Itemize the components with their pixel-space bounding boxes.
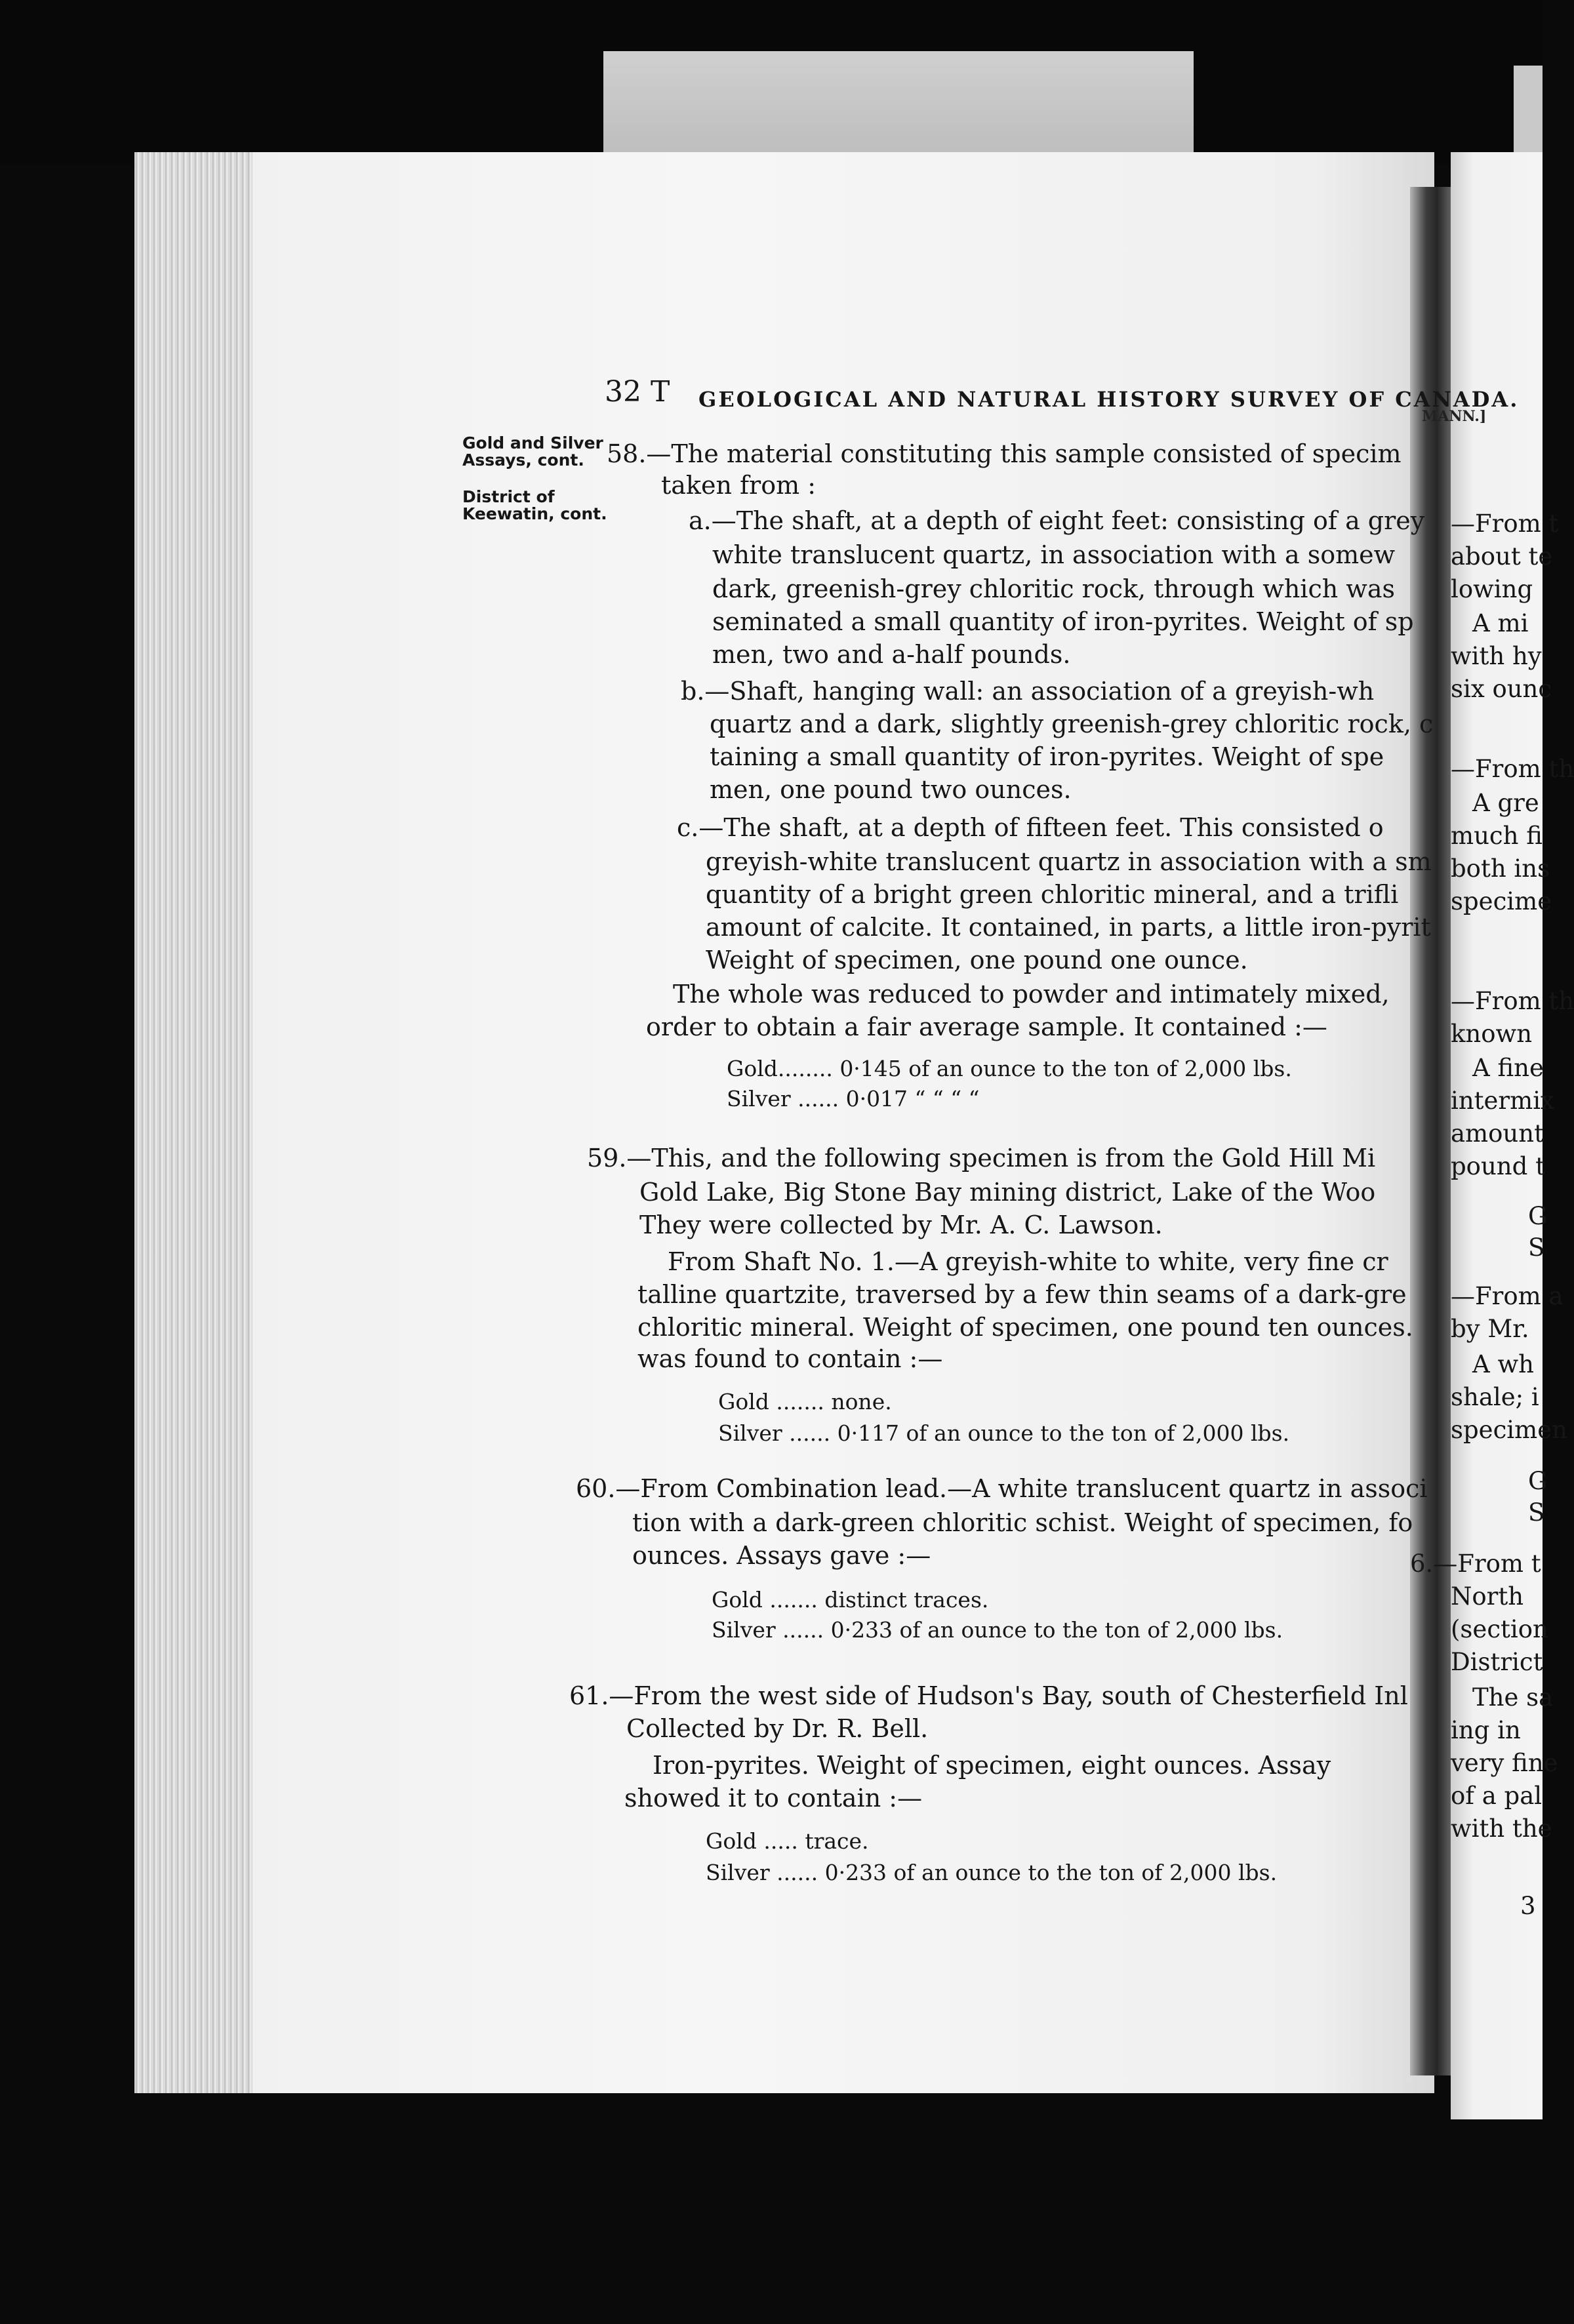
right-text-fragment: both ins bbox=[1451, 854, 1550, 883]
right-text-fragment: with the bbox=[1451, 1814, 1552, 1843]
text-line: The whole was reduced to powder and intimately mixed, bbox=[673, 980, 1390, 1009]
text-line: white translucent quartz, in association with a somew bbox=[712, 540, 1396, 569]
right-page-number-fragment: 3 bbox=[1520, 1892, 1536, 1920]
right-text-fragment: A wh bbox=[1472, 1350, 1534, 1378]
page-number: 32 T bbox=[605, 375, 670, 409]
right-text-fragment: —From th bbox=[1451, 755, 1574, 783]
text-line: tion with a dark-green chloritic schist. Weight of specimen, fo bbox=[632, 1508, 1413, 1537]
text-line: quartz and a dark, slightly greenish-grey chloritic rock, c bbox=[710, 710, 1434, 738]
margin-note: Keewatin, cont. bbox=[462, 504, 607, 523]
right-text-fragment: intermix bbox=[1451, 1087, 1554, 1115]
text-line: taken from : bbox=[661, 471, 817, 500]
text-line: taining a small quantity of iron-pyrites. Weight of spe bbox=[710, 742, 1384, 771]
right-page-header-fragment: MANN.] bbox=[1422, 408, 1487, 425]
assay-gold: Gold........ 0·145 of an ounce to the ton of 2,000 lbs. bbox=[727, 1056, 1292, 1081]
text-line: was found to contain :— bbox=[637, 1344, 943, 1373]
right-text-fragment: A gre bbox=[1472, 789, 1539, 817]
right-text-fragment: ing in bbox=[1451, 1716, 1521, 1744]
text-line: 60.—From Combination lead.—A white translucent quartz in associ bbox=[576, 1474, 1428, 1503]
right-text-fragment: A fine bbox=[1472, 1054, 1544, 1082]
text-line: amount of calcite. It contained, in parts, a little iron-pyrit bbox=[706, 913, 1431, 942]
text-line: quantity of a bright green chloritic mineral, and a trifli bbox=[706, 880, 1399, 909]
right-text-fragment: specimen bbox=[1451, 1416, 1567, 1444]
right-text-fragment: pound t bbox=[1451, 1152, 1545, 1180]
right-text-fragment: known bbox=[1451, 1020, 1533, 1048]
right-text-fragment: —From t bbox=[1451, 510, 1559, 538]
right-text-fragment: of a pal bbox=[1451, 1782, 1543, 1810]
text-line: greyish-white translucent quartz in association with a sm bbox=[706, 847, 1432, 876]
text-line: Collected by Dr. R. Bell. bbox=[626, 1714, 929, 1743]
text-line: showed it to contain :— bbox=[624, 1784, 923, 1813]
right-text-fragment: about te bbox=[1451, 542, 1553, 571]
assay-silver: Silver ...... 0·233 of an ounce to the ton of 2,000 lbs. bbox=[706, 1860, 1278, 1885]
text-line: Weight of specimen, one pound one ounce. bbox=[706, 946, 1248, 974]
text-line: They were collected by Mr. A. C. Lawson. bbox=[639, 1211, 1163, 1239]
text-line: men, one pound two ounces. bbox=[710, 775, 1072, 804]
text-line: b.—Shaft, hanging wall: an association of a greyish-wh bbox=[681, 677, 1375, 706]
margin-note: Gold and Silver bbox=[462, 433, 603, 452]
assay-silver: Silver ...... 0·017 “ “ “ “ bbox=[727, 1086, 980, 1112]
text-line: seminated a small quantity of iron-pyrites. Weight of sp bbox=[712, 607, 1414, 636]
text-line: order to obtain a fair average sample. It contained :— bbox=[646, 1012, 1327, 1041]
right-text-fragment: S bbox=[1528, 1233, 1545, 1262]
right-text-fragment: with hy bbox=[1451, 642, 1542, 670]
text-line: From Shaft No. 1.—A greyish-white to white, very fine cr bbox=[668, 1247, 1388, 1276]
right-text-fragment: specime bbox=[1451, 887, 1552, 915]
right-text-fragment: The sa bbox=[1472, 1683, 1554, 1712]
right-text-fragment: North bbox=[1451, 1582, 1524, 1611]
margin-note: District of bbox=[462, 487, 555, 506]
text-line: 61.—From the west side of Hudson's Bay, south of Chesterfield Inl bbox=[569, 1681, 1408, 1710]
right-text-fragment: —From th bbox=[1451, 987, 1574, 1015]
assay-silver: Silver ...... 0·117 of an ounce to the ton of 2,000 lbs. bbox=[718, 1420, 1290, 1446]
assay-gold: Gold ....... distinct traces. bbox=[712, 1587, 989, 1613]
text-line: ounces. Assays gave :— bbox=[632, 1541, 931, 1570]
text-line: men, two and a-half pounds. bbox=[712, 640, 1071, 669]
right-text-fragment: by Mr. bbox=[1451, 1315, 1529, 1343]
text-line: dark, greenish-grey chloritic rock, through which was bbox=[712, 574, 1395, 603]
text-line: Iron-pyrites. Weight of specimen, eight ounces. Assay bbox=[653, 1751, 1331, 1780]
text-line: 59.—This, and the following specimen is from the Gold Hill Mi bbox=[587, 1144, 1376, 1172]
right-text-fragment: G bbox=[1528, 1202, 1548, 1230]
right-text-fragment: much fi bbox=[1451, 822, 1543, 850]
text-line: a.—The shaft, at a depth of eight feet: consisting of a grey bbox=[689, 506, 1425, 535]
text-line: talline quartzite, traversed by a few thin seams of a dark-gre bbox=[637, 1280, 1407, 1309]
right-text-fragment: —From a bbox=[1451, 1282, 1564, 1310]
right-text-fragment: six ounc bbox=[1451, 675, 1552, 703]
text-line: chloritic mineral. Weight of specimen, one pound ten ounces. bbox=[637, 1313, 1413, 1342]
text-line: Gold Lake, Big Stone Bay mining district, Lake of the Woo bbox=[639, 1178, 1376, 1207]
right-text-fragment: (section bbox=[1451, 1615, 1548, 1643]
book-page-edges bbox=[134, 152, 259, 2093]
right-text-fragment: G bbox=[1528, 1467, 1548, 1495]
text-line: 58.—The material constituting this sample consisted of specim bbox=[607, 439, 1402, 468]
right-text-fragment: 6.—From t bbox=[1410, 1550, 1541, 1578]
text-line: c.—The shaft, at a depth of fifteen feet. This consisted o bbox=[677, 813, 1384, 842]
right-text-fragment: amount bbox=[1451, 1119, 1544, 1148]
right-text-fragment: shale; i bbox=[1451, 1383, 1539, 1411]
assay-gold: Gold ..... trace. bbox=[706, 1828, 869, 1854]
right-text-fragment: lowing bbox=[1451, 575, 1533, 603]
right-text-fragment: S bbox=[1528, 1498, 1545, 1527]
running-header: GEOLOGICAL AND NATURAL HISTORY SURVEY OF CANADA. bbox=[698, 387, 1520, 412]
assay-silver: Silver ...... 0·233 of an ounce to the ton of 2,000 lbs. bbox=[712, 1617, 1283, 1643]
right-text-fragment: very fine bbox=[1451, 1749, 1558, 1777]
right-text-fragment: A mi bbox=[1472, 609, 1529, 637]
right-text-fragment: District bbox=[1451, 1648, 1543, 1676]
rear-page-edge bbox=[603, 51, 1194, 163]
margin-note: Assays, cont. bbox=[462, 451, 584, 470]
assay-gold: Gold ....... none. bbox=[718, 1389, 892, 1414]
